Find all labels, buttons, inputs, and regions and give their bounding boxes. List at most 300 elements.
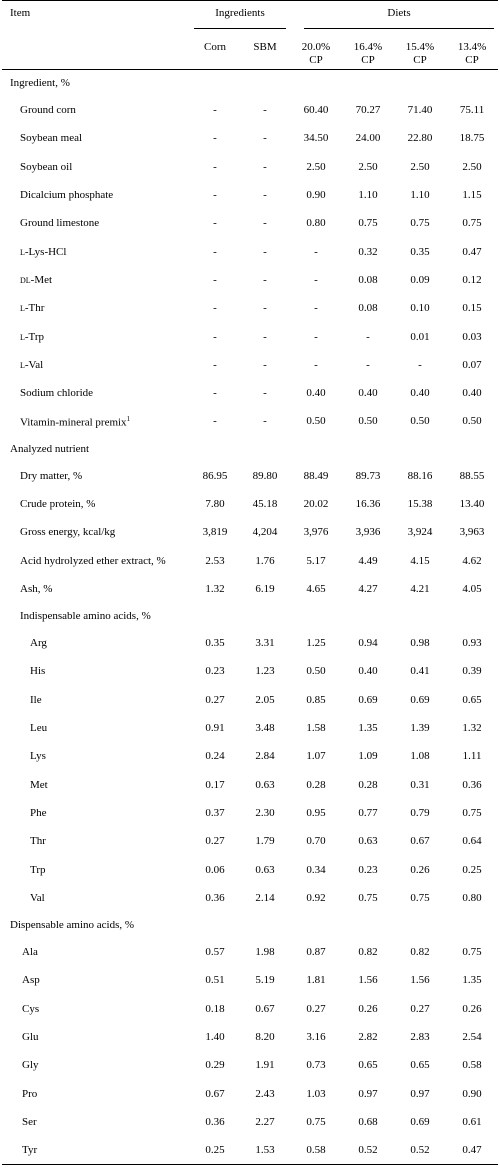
table-cell: 0.75 — [358, 217, 378, 230]
row-label: Acid hydrolyzed ether extract, % — [20, 554, 166, 567]
table-cell: 0.06 — [205, 863, 225, 876]
table-cell: 88.55 — [459, 469, 485, 482]
table-cell: 0.36 — [205, 1115, 225, 1128]
table-cell: 0.51 — [205, 974, 225, 987]
section-title: Ingredient, % — [10, 77, 70, 89]
table-cell: 0.65 — [410, 1059, 430, 1072]
table-cell: 0.52 — [342, 1136, 394, 1165]
table-cell: 5.19 — [255, 974, 275, 987]
table-cell: 4.27 — [358, 582, 378, 595]
stereo-prefix: L — [20, 247, 25, 257]
table-cell: 0.17 — [205, 778, 225, 791]
table-cell: 0.18 — [205, 1002, 225, 1015]
row-label: Soybean oil — [20, 160, 73, 173]
table-cell: 0.10 — [410, 302, 430, 315]
table-cell: 0.35 — [205, 637, 225, 650]
table-cell: 0.92 — [306, 891, 326, 904]
table-cell: 0.31 — [410, 778, 430, 791]
table-cell: 88.49 — [303, 469, 329, 482]
table-row — [2, 884, 498, 912]
row-label: Sodium chloride — [20, 387, 94, 400]
stereo-prefix: DL — [20, 275, 31, 285]
table-cell: 0.90 — [306, 189, 326, 202]
row-label: DL-Met — [20, 273, 53, 286]
table-cell: 0.36 — [205, 891, 225, 904]
table-cell: 86.95 — [202, 469, 228, 482]
table-row — [2, 462, 498, 490]
table-row — [2, 351, 498, 379]
table-body — [2, 70, 498, 1165]
table-row — [2, 1136, 498, 1165]
table-row — [2, 379, 498, 407]
table-cell: 1.10 — [410, 189, 430, 202]
table-row — [2, 714, 498, 742]
table-cell: 0.50 — [306, 665, 326, 678]
table-cell: 2.30 — [255, 806, 275, 819]
table-cell: 1.23 — [255, 665, 275, 678]
table-cell: 1.76 — [255, 554, 275, 567]
table-cell: - — [213, 302, 217, 315]
table-cell: 3,976 — [303, 526, 329, 539]
table-cell: 0.95 — [306, 806, 326, 819]
table-cell: 0.24 — [205, 750, 225, 763]
table-cell: - — [213, 104, 217, 117]
table-cell: 0.23 — [358, 863, 378, 876]
section-title: Analyzed nutrient — [10, 442, 90, 455]
table-cell: - — [213, 273, 217, 286]
table-cell: 0.65 — [462, 693, 482, 706]
table-cell: 0.27 — [306, 1002, 326, 1015]
table-row — [2, 518, 498, 546]
row-label: Ash, % — [20, 582, 53, 595]
row-label: His — [30, 665, 46, 678]
row-label: L-Trp — [20, 330, 45, 343]
row-label: Soybean meal — [20, 132, 83, 145]
table-cell: 0.65 — [358, 1059, 378, 1072]
table-cell: 89.80 — [252, 469, 278, 482]
table-cell: 1.39 — [410, 722, 430, 735]
table-cell: 2.82 — [358, 1031, 378, 1044]
table-cell: 0.75 — [410, 891, 430, 904]
table-cell: 0.47 — [446, 1136, 498, 1165]
table-cell: 0.52 — [394, 1136, 446, 1165]
row-label: Glu — [22, 1031, 39, 1044]
row-label: Phe — [30, 806, 47, 819]
table-cell: 0.40 — [306, 387, 326, 400]
table-cell: 0.69 — [358, 693, 378, 706]
table-cell: 1.03 — [306, 1087, 326, 1100]
table-cell: 0.63 — [358, 835, 378, 848]
table-cell: 2.84 — [255, 750, 275, 763]
ingredients-group-header: Ingredients — [194, 7, 286, 29]
table-row — [2, 686, 498, 714]
table-cell: 0.77 — [358, 806, 378, 819]
item-header: Item — [2, 1, 190, 39]
table-cell: 0.25 — [190, 1136, 240, 1165]
table-cell: 3.48 — [255, 722, 275, 735]
table-cell: - — [314, 245, 318, 258]
table-cell: 0.75 — [462, 217, 482, 230]
stereo-prefix: L — [20, 332, 25, 342]
section-header-row — [2, 70, 498, 97]
table-cell: 0.27 — [205, 693, 225, 706]
table-cell: - — [263, 330, 267, 343]
table-cell: 0.57 — [205, 946, 225, 959]
table-cell: 0.26 — [410, 863, 430, 876]
table-cell: 0.85 — [306, 693, 326, 706]
table-cell: 0.26 — [358, 1002, 378, 1015]
table-cell: - — [213, 189, 217, 202]
table-row — [2, 966, 498, 994]
row-label: Asp — [22, 974, 40, 987]
table-cell: 2.50 — [306, 160, 326, 173]
table-cell: 0.82 — [410, 946, 430, 959]
row-label: Ala — [22, 946, 38, 959]
table-cell: 0.69 — [410, 693, 430, 706]
table-cell: 1.32 — [205, 582, 225, 595]
table-cell: - — [213, 358, 217, 371]
table-cell: 0.27 — [205, 835, 225, 848]
table-cell: 0.63 — [255, 863, 275, 876]
row-label: Met — [30, 778, 48, 791]
table-cell: 0.50 — [306, 415, 326, 428]
table-cell: 1.15 — [462, 189, 482, 202]
table-cell: 1.25 — [306, 637, 326, 650]
table-cell: 0.50 — [410, 415, 430, 428]
diets-group-header: Diets — [304, 7, 494, 29]
table-cell: 0.50 — [358, 415, 378, 428]
table-cell: - — [263, 160, 267, 173]
table-cell: 4.21 — [410, 582, 430, 595]
table-cell: - — [263, 302, 267, 315]
table-cell: 1.40 — [205, 1031, 225, 1044]
table-cell: 71.40 — [407, 104, 433, 117]
table-cell: 0.40 — [358, 665, 378, 678]
section-header-row — [2, 912, 498, 938]
table-cell: 1.09 — [358, 750, 378, 763]
row-label: Thr — [30, 835, 46, 848]
table-cell: 1.35 — [358, 722, 378, 735]
table-cell: - — [213, 387, 217, 400]
table-row — [2, 209, 498, 237]
table-cell: 0.82 — [358, 946, 378, 959]
table-cell: 1.58 — [306, 722, 326, 735]
table-cell: 2.14 — [255, 891, 275, 904]
table-row — [2, 96, 498, 124]
table-cell: 0.23 — [205, 665, 225, 678]
row-label: Ile — [30, 693, 42, 706]
table-row — [2, 266, 498, 294]
table-cell: 0.75 — [462, 946, 482, 959]
row-label: Pro — [22, 1087, 38, 1100]
table-cell: - — [263, 358, 267, 371]
row-label: Dicalcium phosphate — [20, 189, 114, 202]
table-cell: 0.37 — [205, 806, 225, 819]
table-cell: - — [263, 245, 267, 258]
table-cell: 1.79 — [255, 835, 275, 848]
table-cell: 3,924 — [407, 526, 433, 539]
table-cell: - — [213, 160, 217, 173]
table-row — [2, 1080, 498, 1108]
table-cell: 0.15 — [462, 302, 482, 315]
table-cell: 0.08 — [358, 302, 378, 315]
table-cell: 0.67 — [205, 1087, 225, 1100]
table-row — [2, 657, 498, 685]
table-cell: - — [213, 132, 217, 145]
table-row — [2, 938, 498, 966]
table-cell: - — [263, 415, 267, 428]
table-cell: 0.73 — [306, 1059, 326, 1072]
row-label: Gross energy, kcal/kg — [20, 526, 116, 539]
table-cell: 24.00 — [355, 132, 381, 145]
table-cell: 3.16 — [306, 1031, 326, 1044]
table-cell: 4,204 — [252, 526, 278, 539]
table-row — [2, 995, 498, 1023]
table-cell: 0.58 — [462, 1059, 482, 1072]
table-cell: 0.90 — [462, 1087, 482, 1100]
row-label: Dry matter, % — [20, 469, 83, 482]
section-header-row — [2, 436, 498, 462]
table-cell: 15.38 — [407, 498, 433, 510]
section-header-row — [2, 603, 498, 629]
table-row — [2, 855, 498, 883]
table-cell: 88.16 — [407, 469, 433, 482]
table-cell: 1.08 — [410, 750, 430, 763]
table-cell: 0.61 — [462, 1115, 482, 1128]
table-row — [2, 771, 498, 799]
table-cell: 0.29 — [205, 1059, 225, 1072]
table-cell: - — [314, 358, 318, 371]
table-cell: 0.69 — [410, 1115, 430, 1128]
table-cell: - — [263, 387, 267, 400]
table-row — [2, 1051, 498, 1079]
column-header: 16.4% CP — [342, 38, 394, 70]
table-cell: - — [314, 330, 318, 343]
section-title: Indispensable amino acids, % — [20, 610, 151, 623]
table-cell: 0.35 — [410, 245, 430, 258]
table-row — [2, 153, 498, 181]
column-header: 15.4% CP — [394, 38, 446, 70]
table-cell: 0.98 — [410, 637, 430, 650]
table-cell: 5.17 — [306, 554, 326, 567]
table-cell: 1.10 — [358, 189, 378, 202]
table-cell: 0.87 — [306, 946, 326, 959]
table-cell: 1.56 — [410, 974, 430, 987]
table-cell: 4.15 — [410, 554, 430, 567]
table-cell: 0.41 — [410, 665, 430, 678]
table-cell: - — [314, 273, 318, 286]
table-cell: 6.19 — [255, 582, 275, 595]
row-label: Leu — [30, 722, 48, 735]
table-cell: - — [366, 330, 370, 343]
row-label: Ground corn — [20, 104, 76, 117]
table-row — [2, 237, 498, 265]
table-cell: 1.11 — [462, 750, 482, 763]
table-cell: 0.08 — [358, 273, 378, 286]
table-cell: 0.80 — [462, 891, 482, 904]
table-cell: 0.93 — [462, 637, 482, 650]
table-cell: - — [263, 189, 267, 202]
table-cell: 0.39 — [462, 665, 482, 678]
table-row — [2, 1108, 498, 1136]
table-cell: 1.35 — [462, 974, 482, 987]
table-cell: 3,936 — [355, 526, 381, 539]
table-cell: 0.01 — [410, 330, 430, 343]
table-cell: - — [213, 217, 217, 230]
table-cell: 2.05 — [255, 693, 275, 706]
table-cell: 4.62 — [462, 554, 482, 567]
table-cell: - — [263, 104, 267, 117]
table-row — [2, 322, 498, 350]
table-cell: 70.27 — [355, 104, 381, 117]
table-cell: 0.97 — [358, 1087, 378, 1100]
row-label: Crude protein, % — [20, 498, 96, 510]
table-cell: 3.31 — [255, 637, 275, 650]
row-label: Lys — [30, 750, 46, 763]
table-row — [2, 629, 498, 657]
table-cell: 0.28 — [306, 778, 326, 791]
table-cell: 0.34 — [306, 863, 326, 876]
row-label: L-Val — [20, 358, 44, 371]
stereo-prefix: L — [20, 304, 25, 314]
table-cell: 0.91 — [205, 722, 225, 735]
column-header: 13.4% CP — [446, 38, 498, 70]
row-label: Gly — [22, 1059, 39, 1072]
table-cell: - — [314, 302, 318, 315]
table-cell: - — [213, 415, 217, 428]
table-cell: 0.80 — [306, 217, 326, 230]
table-cell: - — [213, 330, 217, 343]
table-cell: 0.40 — [358, 387, 378, 400]
table-cell: 0.12 — [462, 273, 482, 286]
table-cell: 4.49 — [358, 554, 378, 567]
table-cell: 45.18 — [252, 498, 278, 510]
column-header: Corn — [190, 38, 240, 70]
table-cell: 0.70 — [306, 835, 326, 848]
table-cell: 0.97 — [410, 1087, 430, 1100]
table-cell: 8.20 — [255, 1031, 275, 1044]
table-row — [2, 490, 498, 518]
table-cell: 0.67 — [410, 835, 430, 848]
section-title: Dispensable amino acids, % — [10, 919, 135, 932]
table-cell: 7.80 — [205, 498, 225, 510]
table-cell: 0.50 — [462, 415, 482, 428]
column-header-row — [2, 38, 498, 70]
table-cell: - — [366, 358, 370, 371]
table-cell: 4.05 — [462, 582, 482, 595]
table-cell: 0.25 — [462, 863, 482, 876]
table-cell: 0.28 — [358, 778, 378, 791]
table-cell: - — [418, 358, 422, 371]
table-cell: 3,819 — [202, 526, 228, 539]
table-cell: 20.02 — [303, 498, 329, 510]
table-cell: 2.43 — [255, 1087, 275, 1100]
table-cell: 3,963 — [459, 526, 485, 539]
table-row — [2, 799, 498, 827]
row-label: L-Thr — [20, 302, 45, 315]
table-cell: 0.75 — [410, 217, 430, 230]
table-cell: 0.40 — [462, 387, 482, 400]
table-cell: 1.53 — [240, 1136, 290, 1165]
table-cell: 1.56 — [358, 974, 378, 987]
stereo-prefix: L — [20, 360, 25, 370]
table-cell: 0.36 — [462, 778, 482, 791]
table-cell: 0.67 — [255, 1002, 275, 1015]
table-cell: 0.32 — [358, 245, 378, 258]
table-cell: 0.47 — [462, 245, 482, 258]
table-row — [2, 124, 498, 152]
table-cell: 0.79 — [410, 806, 430, 819]
table-cell: 0.94 — [358, 637, 378, 650]
table-row — [2, 742, 498, 770]
table-cell: 2.50 — [358, 160, 378, 173]
row-label: Ground limestone — [20, 217, 100, 230]
table-cell: - — [213, 245, 217, 258]
table-cell: 75.11 — [459, 104, 485, 117]
table-cell: - — [263, 273, 267, 286]
table-cell: 2.54 — [462, 1031, 482, 1044]
table-cell: - — [263, 132, 267, 145]
table-cell: 1.81 — [306, 974, 326, 987]
table-cell: 0.75 — [462, 806, 482, 819]
composition-table — [2, 0, 498, 1165]
table-row — [2, 575, 498, 603]
table-cell: 1.91 — [255, 1059, 275, 1072]
table-cell: 0.68 — [358, 1115, 378, 1128]
column-header: 20.0% CP — [290, 38, 342, 70]
table-cell: 0.09 — [410, 273, 430, 286]
table-cell: 34.50 — [303, 132, 329, 145]
table-cell: 0.63 — [255, 778, 275, 791]
table-row — [2, 827, 498, 855]
table-cell: 0.40 — [410, 387, 430, 400]
table-row — [2, 546, 498, 574]
row-label: Cys — [22, 1002, 40, 1015]
row-label: L-Lys-HCl — [20, 245, 67, 258]
table-cell: 60.40 — [303, 104, 329, 117]
table-cell: 13.40 — [459, 498, 485, 510]
table-cell: 0.75 — [306, 1115, 326, 1128]
table-cell: 4.65 — [306, 582, 326, 595]
table-cell: 0.64 — [462, 835, 482, 848]
row-label: Tyr — [2, 1136, 190, 1165]
table-cell: 16.36 — [355, 498, 381, 510]
row-label: Val — [30, 891, 45, 904]
footnote-marker: 1 — [126, 414, 131, 423]
table-cell: 2.50 — [462, 160, 482, 173]
table-row — [2, 1023, 498, 1051]
table-cell: 22.80 — [407, 132, 433, 145]
table-cell: - — [263, 217, 267, 230]
row-label: Arg — [30, 637, 47, 650]
table-row — [2, 407, 498, 435]
header-group-row — [2, 1, 498, 39]
table-cell: 2.83 — [410, 1031, 430, 1044]
table-cell: 0.27 — [410, 1002, 430, 1015]
row-label: Trp — [30, 863, 46, 876]
table-cell: 18.75 — [459, 132, 485, 145]
table-cell: 0.03 — [462, 330, 482, 343]
row-label: Ser — [22, 1115, 37, 1128]
table-cell: 0.26 — [462, 1002, 482, 1015]
column-header: SBM — [240, 38, 290, 70]
table-cell: 0.07 — [462, 358, 482, 371]
table-cell: 0.75 — [358, 891, 378, 904]
table-cell: 2.50 — [410, 160, 430, 173]
table-cell: 1.98 — [255, 946, 275, 959]
table-cell: 89.73 — [355, 469, 381, 482]
table-cell: 1.32 — [462, 722, 482, 735]
